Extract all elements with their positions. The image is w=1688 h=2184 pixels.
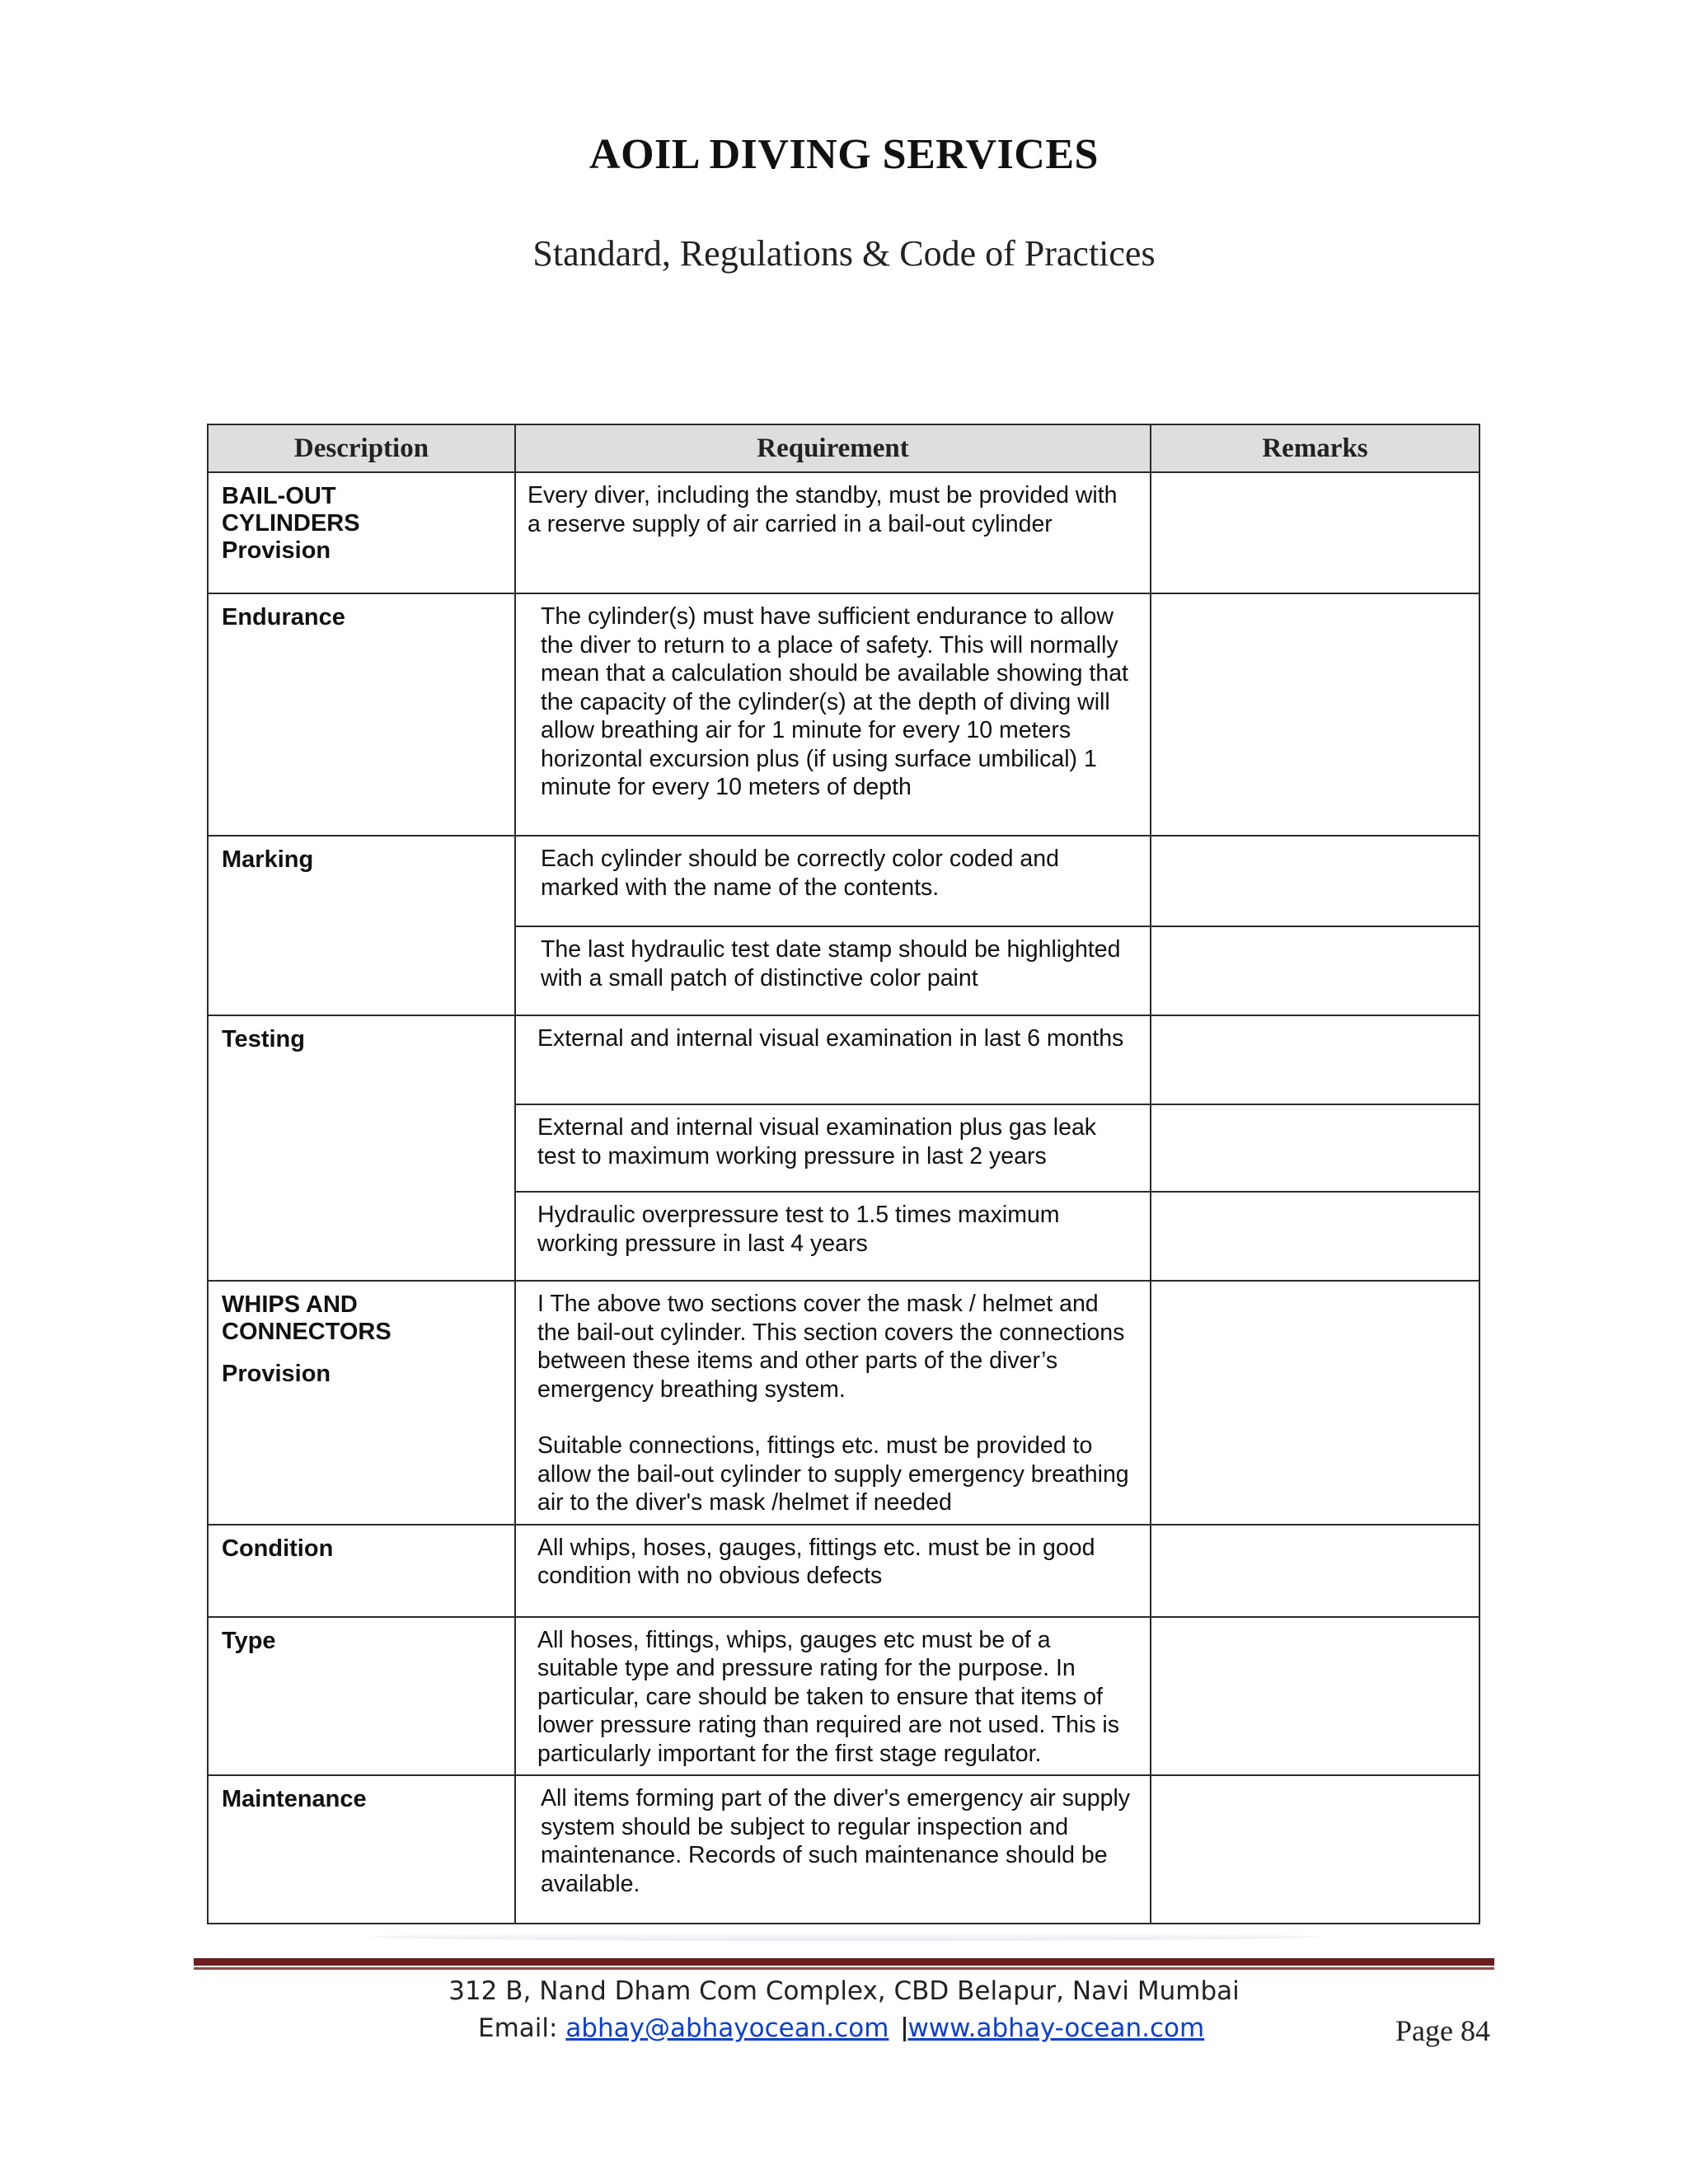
requirement-paragraph: Suitable connections, fittings etc. must be provided to allow the bail-out cylinder to supply emergency breathing air to the diver's mask /helmet if needed (537, 1432, 1129, 1516)
row-remarks-cell (1151, 1775, 1479, 1924)
table-row (208, 836, 1479, 926)
row-requirement-testing-1: External and internal visual examination in last 6 months (515, 1015, 1151, 1104)
description-line: WHIPS AND (222, 1291, 358, 1318)
description-line: Provision (222, 537, 331, 564)
row-description-testing: Testing (208, 1015, 515, 1281)
row-remarks-cell (1151, 472, 1479, 593)
row-remarks-cell (1151, 1525, 1479, 1617)
column-header-description: Description (208, 424, 515, 472)
row-requirement-whips (515, 1281, 1151, 1525)
row-remarks-cell (1151, 1104, 1479, 1192)
footer-shadow-divider (371, 1933, 1319, 1941)
row-remarks-cell (1151, 1015, 1479, 1104)
email-label: Email: (478, 2013, 558, 2043)
description-line: CYLINDERS (222, 510, 360, 537)
row-remarks-cell (1151, 1192, 1479, 1281)
requirement-paragraph: I The above two sections cover the mask / helmet and the bail-out cylinder. This section covers the connections between these items and other parts of the diver’s emergency breathing system. (537, 1291, 1125, 1403)
table-row (208, 472, 1479, 593)
footer-divider-thin (194, 1967, 1494, 1970)
table-row (208, 1617, 1479, 1776)
description-line: Provision (222, 1361, 331, 1387)
email-link[interactable]: abhay@abhayocean.com (565, 2013, 889, 2043)
footer-divider-thick (194, 1958, 1494, 1966)
description-line: BAIL-OUT (222, 483, 336, 509)
row-description-whips (208, 1281, 515, 1525)
row-remarks-cell (1151, 926, 1479, 1015)
column-header-remarks: Remarks (1151, 424, 1479, 472)
separator-bar (903, 2017, 906, 2041)
row-description-marking: Marking (208, 836, 515, 1015)
page-number: Page 84 (1395, 2014, 1490, 2047)
table-row (208, 1525, 1479, 1617)
table-row (208, 1281, 1479, 1525)
table-header-row (208, 424, 1479, 472)
table-row (208, 1775, 1479, 1924)
row-requirement-type: All hoses, fittings, whips, gauges etc must be of a suitable type and pressure rating for the purpose. In particular, care should be taken to ensure that items of lower pressure rating than required are not used. This is particularly important for the first stage regulator. (515, 1617, 1151, 1776)
row-remarks-cell (1151, 1281, 1479, 1525)
row-requirement-endurance: The cylinder(s) must have sufficient endurance to allow the diver to return to a place of safety. This will normally mean that a calculation should be available showing that the capacity of the cylinder(s) at the depth of diving will allow breathing air for 1 minute for every 10 meters horizontal excursion plus (if using surface umbilical) 1 minute for every 10 meters of depth (515, 593, 1151, 836)
website-link[interactable]: www.abhay-ocean.com (907, 2013, 1205, 2043)
row-requirement-testing-2: External and internal visual examination plus gas leak test to maximum working pressure in last 2 years (515, 1104, 1151, 1192)
footer-address: 312 B, Nand Dham Com Complex, CBD Belapur, Navi Mumbai (448, 1976, 1240, 2006)
requirements-table (207, 424, 1480, 1924)
row-remarks-cell (1151, 593, 1479, 836)
row-requirement-testing-3: Hydraulic overpressure test to 1.5 times maximum working pressure in last 4 years (515, 1192, 1151, 1281)
row-requirement-marking-1: Each cylinder should be correctly color coded and marked with the name of the contents. (515, 836, 1151, 926)
row-requirement-maintenance: All items forming part of the diver's emergency air supply system should be subject to regular inspection and maintenance. Records of such maintenance should be available. (515, 1775, 1151, 1924)
row-requirement-marking-2: The last hydraulic test date stamp should be highlighted with a small patch of distinctive color paint (515, 926, 1151, 1015)
row-description-bailout (208, 472, 515, 593)
column-header-requirement: Requirement (515, 424, 1151, 472)
table-row (208, 1015, 1479, 1104)
row-requirement-bailout: Every diver, including the standby, must be provided with a reserve supply of air carried in a bail-out cylinder (515, 472, 1151, 593)
description-line: CONNECTORS (222, 1319, 392, 1345)
row-description-type: Type (208, 1617, 515, 1776)
document-subtitle: Standard, Regulations & Code of Practices (532, 233, 1156, 274)
row-remarks-cell (1151, 836, 1479, 926)
footer-contact (478, 2013, 1204, 2043)
row-description-maintenance: Maintenance (208, 1775, 515, 1924)
row-requirement-condition: All whips, hoses, gauges, fittings etc. must be in good condition with no obvious defects (515, 1525, 1151, 1617)
document-title: AOIL DIVING SERVICES (589, 131, 1099, 178)
row-description-endurance: Endurance (208, 593, 515, 836)
row-remarks-cell (1151, 1617, 1479, 1776)
row-description-condition: Condition (208, 1525, 515, 1617)
table-row (208, 593, 1479, 836)
